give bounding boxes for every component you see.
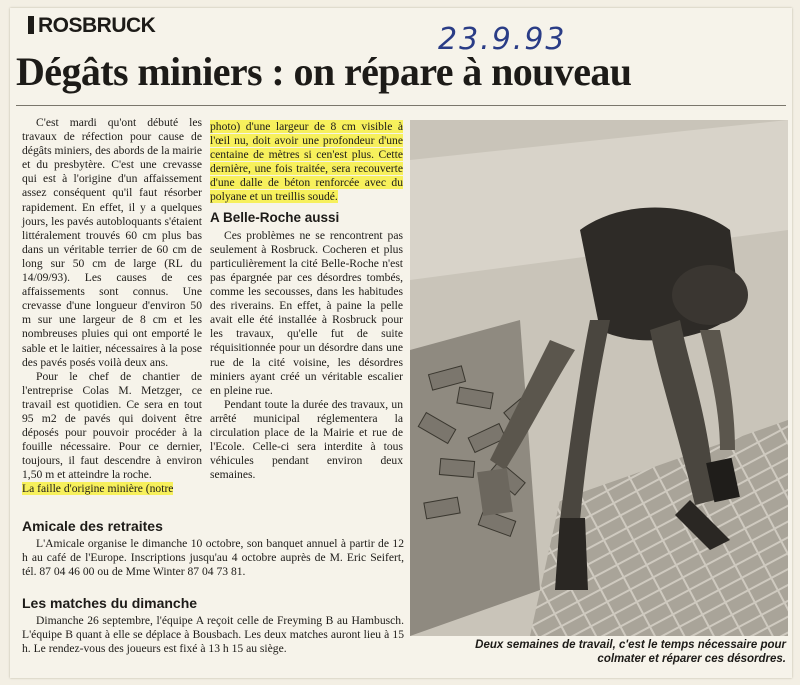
article-column-1 [22, 116, 202, 497]
section-kicker [28, 14, 155, 38]
brief-matches [22, 590, 404, 656]
caption-line: colmater et réparer ces désordres. [597, 653, 786, 665]
kicker-label: ROSBRUCK [38, 14, 156, 37]
kicker-bar [28, 16, 34, 34]
brief-amicale [22, 513, 404, 579]
article-paragraph: Ces problèmes ne se rencontrent pas seulement à Rosbruck. Cocheren et plus particulièrement la cité Belle-Roche n'est pas épargnée par ces désordres tombés, comme les secousses, dans les habitudes des riverains. En effet, à paine la pelle avait elle été installée à Rosbruck pour les travaux, qu'elle fut de suite réquisitionnée pour un désordre dans une rue de la cité voisine, les désordres miniers ayant créé un véritable escalier en pleine rue. [210, 228, 403, 397]
photo-caption [412, 638, 786, 666]
caption-line: Deux semaines de travail, c'est le temps nécessaire pour [475, 639, 786, 651]
photo-illustration [410, 120, 788, 636]
highlighted-text [22, 482, 202, 496]
headline-divider [16, 105, 786, 106]
article-paragraph: Pour le chef de chantier de l'entreprise Colas M. Metzger, ce travail est quotidien. Ce sera en tout 95 m2 de pavés qui doivent être déposés pour pouvoir procéder à la fouille nécessaire. Pour ce dernier, toujours, il faut descendre à environ 1,50 m et atteindre la roche. [22, 369, 202, 482]
worker-photo [410, 120, 788, 636]
highlighted-text [210, 120, 403, 205]
brief-text: Dimanche 26 septembre, l'équipe A reçoit celle de Freyming B au Hambusch. L'équipe B quant à elle se déplace à Bousbach. Les deux matches auront lieu à 15 h. Le rendez-vous des joueurs est fixé à 13 h 15 au siège. [22, 614, 404, 656]
brief-text: L'Amicale organise le dimanche 10 octobre, son banquet annuel à partir de 12 h au café de l'Europe. Inscriptions jusqu'au 4 octobre auprès de M. Eric Seifert, tél. 87 04 46 00 ou de Mme Winter 87 04 73 81. [22, 537, 404, 579]
highlight-marker: La faille d'origine minière (notre [22, 482, 174, 496]
article-paragraph: Pendant toute la durée des travaux, un arrêté municipal réglementera la circulation place de la Mairie et rue de l'Ecole. Celle-ci sera interdite à tous véhicules pendant environ deux semaines. [210, 397, 403, 482]
article-headline: Dégâts miniers : on répare à nouveau [16, 49, 632, 94]
subheading-belle-roche: A Belle-Roche aussi [210, 209, 340, 225]
handwritten-date: 23.9.93 [438, 22, 567, 57]
excavation-pit [410, 320, 540, 636]
article-column-2 [210, 120, 403, 482]
highlight-marker: photo) d'une largeur de 8 cm visible à l'œil nu, doit avoir une profondeur d'une centaine de mètres si cen'est plus. Cette dernière, une fois traitée, sera recouverte d'une dalle de béton renforcée avec du polyane et un treillis soudé. [210, 120, 403, 204]
brief-heading: Les matches du dimanche [22, 595, 198, 611]
brief-heading: Amicale des retraites [22, 518, 163, 534]
article-paragraph: C'est mardi qu'ont débuté les travaux de réfection pour cause de dégâts miniers, des abords de la mairie et du presbytère. C'est une crevasse qui est à l'origine d'un affaissement assez conséquent qu'il faut résorber rapidement. En effet, il y a quelques jours, les pavés autobloquants s'étaient littéralement trouvés 60 cm plus bas dans un véritable terrier de 60 cm de long sur 50 cm de large (RL du 14/09/93). Les causes de ces affaissements sont connus. Une crevasse d'une longueur d'environ 50 m sur une largeur de 8 cm et les nombreuses pluies qui ont emporté le sable et le laitier, nécessaires à la pose des pavés posés voilà deux ans. [22, 116, 202, 369]
